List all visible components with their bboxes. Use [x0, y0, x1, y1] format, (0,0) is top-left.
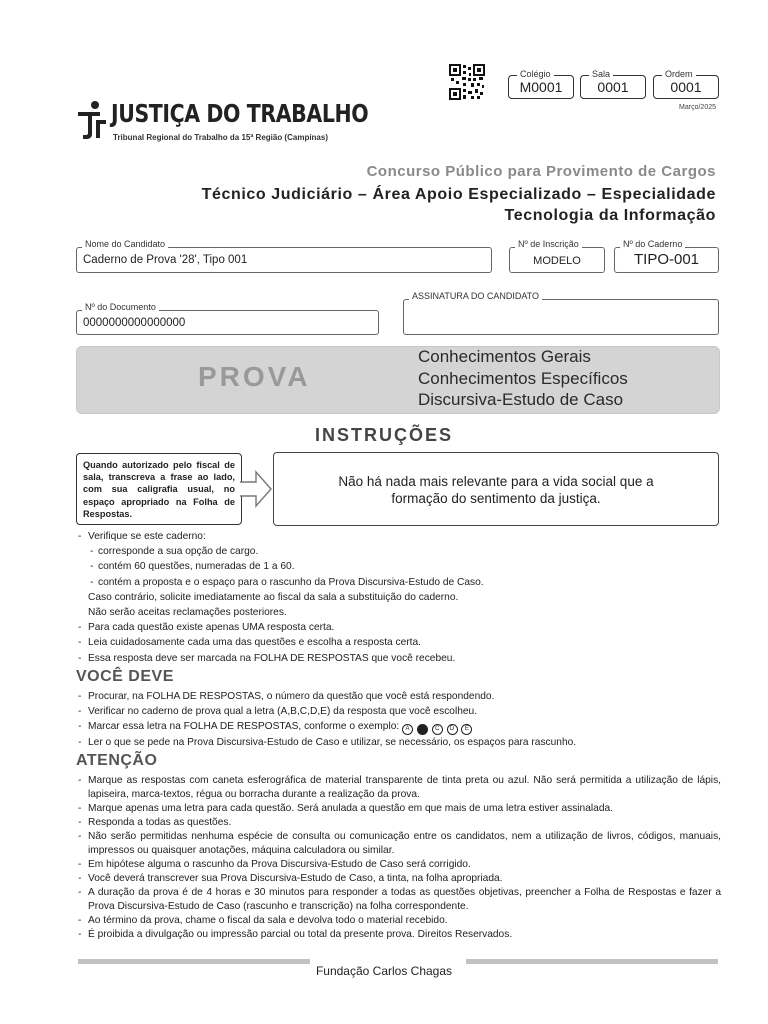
bubble-b-filled-icon: B — [417, 724, 428, 735]
list-item: - Ao término da prova, chame o fiscal da sala e devolva todo o material recebido. — [76, 914, 721, 928]
inscricao-value: MODELO — [533, 255, 581, 267]
list-item: - Não serão permitidas nenhuma espécie de consulta ou comunicação entre os candidatos, nem a utilização de livros, códigos, manuais, impressos ou quaisquer anotações, máquina calculadora ou similar. — [76, 830, 721, 858]
candidate-name-label: Nome do Candidato — [82, 239, 168, 249]
voce-deve-title: VOCÊ DEVE — [76, 668, 174, 685]
sala-value: 0001 — [597, 79, 629, 95]
instructions-title: INSTRUÇÕES — [314, 425, 453, 445]
signature-field — [403, 291, 719, 335]
list-item: - Verifique se este caderno: — [76, 529, 721, 544]
sala-label: Sala — [589, 68, 613, 80]
prova-part-1: Conhecimentos Gerais — [418, 347, 591, 366]
list-item: - contém 60 questões, numeradas de 1 a 60. — [76, 559, 721, 574]
list-item: - Marque apenas uma letra para cada questão. Será anulada a questão em que mais de uma letra estiver assinalada. — [76, 802, 721, 816]
phrase-box — [273, 452, 719, 526]
exam-date: Março/2025 — [679, 104, 716, 111]
cargo-line-1: Técnico Judiciário – Área Apoio Especializado – Especialidade — [201, 186, 716, 203]
list-item: Não serão aceitas reclamações posteriores. — [88, 607, 287, 619]
candidate-name-field — [76, 239, 492, 273]
caderno-field — [614, 239, 719, 273]
documento-value: 0000000000000000 — [83, 317, 186, 329]
documento-field — [76, 302, 379, 335]
prova-part-2: Conhecimentos Específicos — [418, 369, 628, 388]
bubble-e-icon: E — [461, 724, 472, 735]
prova-part-3: Discursiva-Estudo de Caso — [418, 390, 624, 409]
justica-do-trabalho-logo-icon — [76, 100, 108, 140]
colegio-label: Colégio — [517, 68, 554, 80]
ordem-box — [653, 69, 719, 99]
mark-example-text: Marcar essa letra na FOLHA DE RESPOSTAS, conforme o exemplo: — [88, 721, 400, 733]
voce-deve-list — [76, 689, 721, 751]
caderno-label: Nº do Caderno — [620, 239, 685, 249]
list-item: - Responda a todas as questões. — [76, 816, 721, 830]
bubble-d-icon: D — [447, 724, 458, 735]
qr-code-icon — [449, 64, 485, 100]
general-instructions-list — [76, 529, 721, 666]
atencao-title: ATENÇÃO — [76, 752, 158, 769]
phrase-line-1: Não há nada mais relevante para a vida social que a — [338, 474, 654, 489]
signature-label: ASSINATURA DO CANDIDATO — [409, 291, 542, 301]
ordem-value: 0001 — [670, 79, 702, 95]
list-item: - Procurar, na FOLHA DE RESPOSTAS, o número da questão que você está respondendo. — [76, 689, 721, 704]
list-item: - Ler o que se pede na Prova Discursiva-Estudo de Caso e utilizar, se necessário, os espaços para rascunho. — [76, 735, 721, 750]
colegio-box — [508, 69, 574, 99]
colegio-value: M0001 — [519, 79, 563, 95]
phrase-text — [294, 473, 698, 507]
inscricao-field — [509, 239, 605, 273]
sala-box — [580, 69, 646, 99]
phrase-line-2: formação do sentimento da justiça. — [391, 491, 601, 506]
list-item: - Verificar no caderno de prova qual a letra (A,B,C,D,E) da resposta que você escolheu. — [76, 704, 721, 719]
contest-title: Concurso Público para Provimento de Cargos — [366, 163, 716, 180]
list-item: - A duração da prova é de 4 horas e 30 minutos para responder a todas as questões objetivas, preencher a Folha de Respostas e fazer a Prova Discursiva-Estudo de Caso (rascunho e transcrição) na folha correspondente. — [76, 886, 721, 914]
list-item: - Em hipótese alguma o rascunho da Prova Discursiva-Estudo de Caso será corrigido. — [76, 858, 721, 872]
prova-title: PROVA — [198, 361, 311, 392]
list-item: - Para cada questão existe apenas UMA resposta certa. — [76, 620, 721, 635]
arrow-right-icon — [240, 470, 272, 508]
bubble-c-icon: C — [432, 724, 443, 735]
list-item: - É proibida a divulgação ou impressão parcial ou total da presente prova. Direitos Reservados. — [76, 928, 721, 942]
atencao-list — [76, 774, 721, 942]
answer-example — [402, 721, 473, 732]
caderno-value: TIPO-001 — [633, 251, 700, 268]
ordem-label: Ordem — [662, 68, 696, 80]
candidate-name-value: Caderno de Prova '28', Tipo 001 — [83, 254, 248, 266]
list-item: - Leia cuidadosamente cada uma das questões e escolha a resposta certa. — [76, 635, 721, 650]
logo-subtitle: Tribunal Regional do Trabalho da 15ª Região (Campinas) — [113, 133, 328, 142]
transcription-note: Quando autorizado pelo fiscal de sala, transcreva a frase ao lado, com sua caligrafia usual, no espaço apropriado na Folha de Respostas. — [83, 460, 235, 519]
transcription-note-box — [76, 453, 242, 525]
logo-title: JUSTIÇA DO TRABALHO — [111, 99, 369, 128]
list-item: - Marque as respostas com caneta esferográfica de material transparente de tinta preta ou azul. Não será permitida a utilização de lápis, lapiseira, marca-textos, régua ou borracha durante a realização da prova. — [76, 774, 721, 802]
list-item: - contém a proposta e o espaço para o rascunho da Prova Discursiva-Estudo de Caso. — [76, 575, 721, 590]
list-item — [76, 719, 721, 735]
inscricao-label: Nº de Inscrição — [515, 239, 582, 249]
footer-brand: Fundação Carlos Chagas — [315, 964, 453, 978]
cargo-line-2: Tecnologia da Informação — [504, 207, 716, 224]
list-item: Caso contrário, solicite imediatamente ao fiscal da sala a substituição do caderno. — [88, 591, 459, 603]
list-item: - corresponde a sua opção de cargo. — [76, 544, 721, 559]
documento-label: Nº do Documento — [82, 302, 159, 312]
list-item: - Você deverá transcrever sua Prova Discursiva-Estudo de Caso, a tinta, na folha apropriada. — [76, 872, 721, 886]
list-item: - Essa resposta deve ser marcada na FOLHA DE RESPOSTAS que você recebeu. — [76, 651, 721, 666]
bubble-a-icon: A — [402, 724, 413, 735]
